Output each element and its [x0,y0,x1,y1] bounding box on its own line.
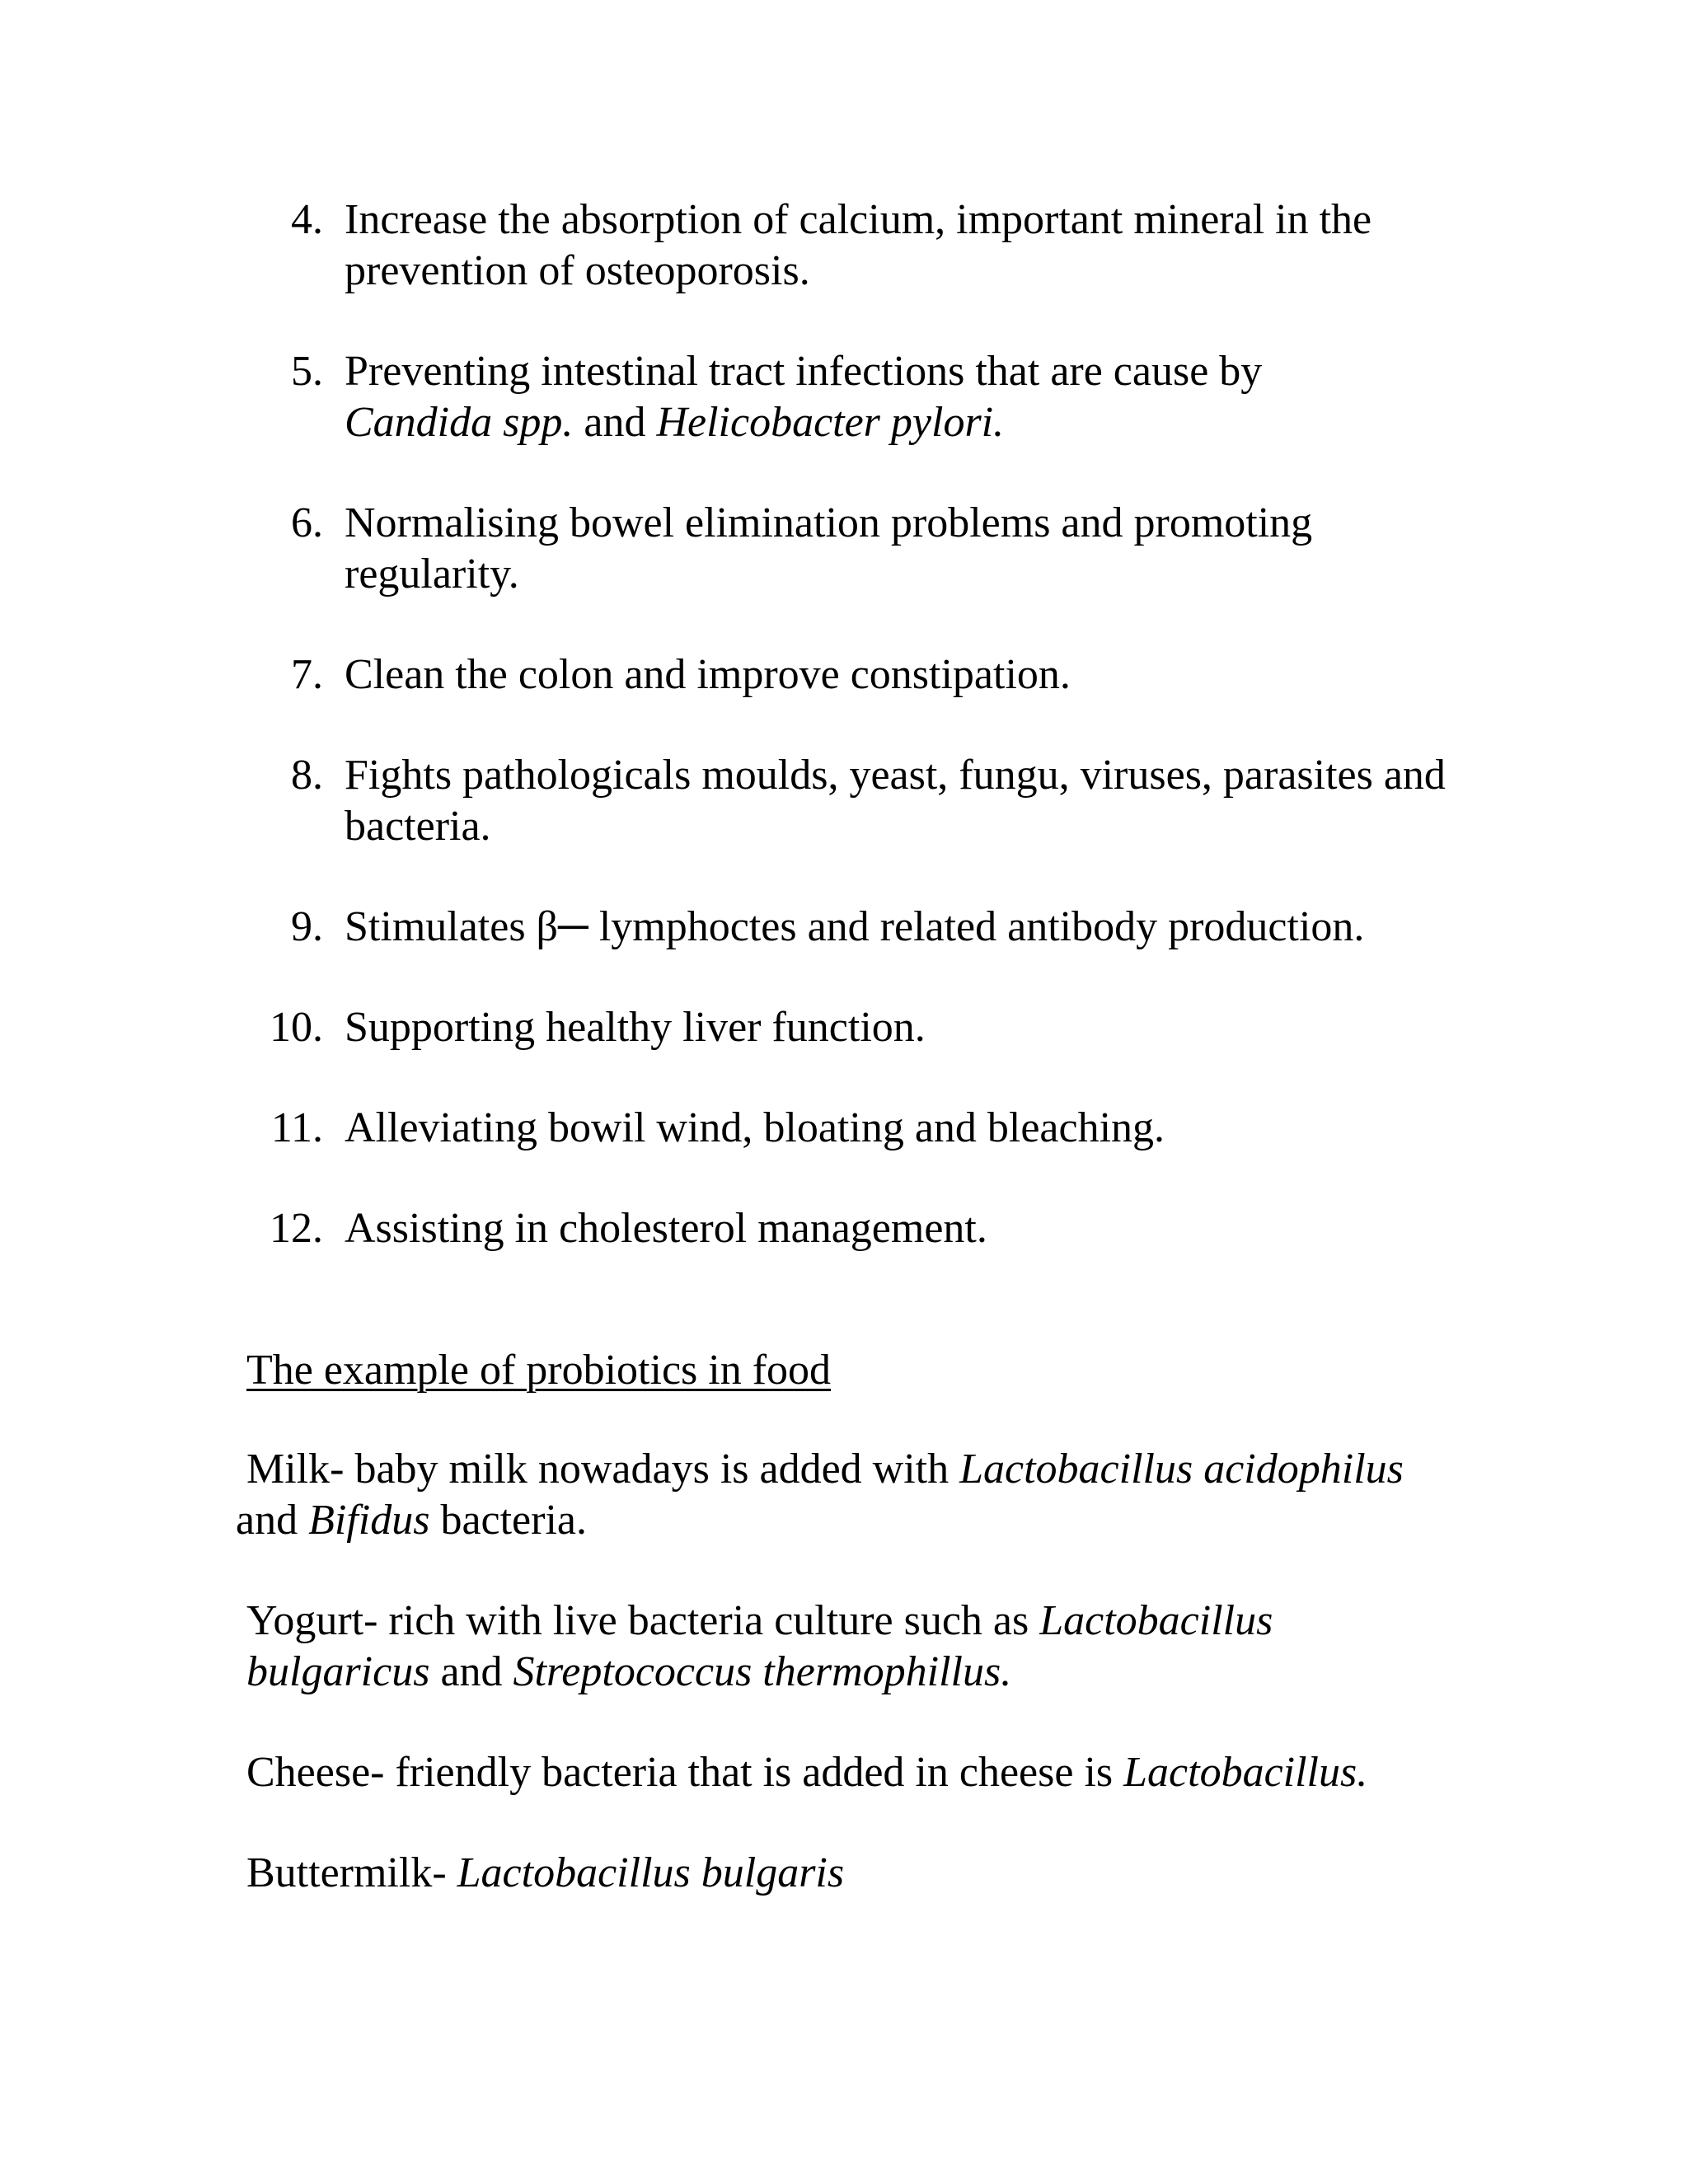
list-item-text: Assisting in cholesterol management. [345,1205,987,1252]
food-example-cheese [246,1747,1458,1798]
organism-name: Candida spp. [345,399,574,446]
list-item [0,902,1449,953]
list-item-text: Normalising bowel elimination problems and promoting regularity. [345,499,1313,598]
organism-name: Bifidus [308,1497,430,1544]
list-item-number: 11. [270,1104,323,1151]
text-segment: and [429,1648,513,1695]
text-segment: Cheese- friendly bacteria that is added in cheese is [246,1749,1124,1796]
list-item-number: 9. [291,903,323,950]
text-segment: Preventing intestinal tract infections that are cause by [345,348,1263,395]
text-segment: Yogurt- rich with live bacteria culture such as [246,1597,1040,1644]
text-segment: and [573,399,657,446]
organism-name: Lactobacillus bulgaricus [246,1597,1273,1695]
food-example-milk [236,1444,1458,1546]
list-item-text [345,346,1449,448]
text-segment: bacteria. [429,1497,587,1544]
list-item-number: 12. [270,1205,323,1252]
organism-name: Streptococcus thermophillus. [513,1648,1012,1695]
organism-name: Lactobacillus bulgaris [457,1849,845,1896]
list-item-text: Fights pathologicals moulds, yeast, fungu, viruses, parasites and bacteria. [345,752,1446,850]
list-item-text: Clean the colon and improve constipation. [345,651,1071,698]
list-item [0,1002,1449,1053]
food-examples [236,1444,1458,1948]
list-item [0,346,1449,448]
list-item [0,498,1449,600]
text-segment: Milk- baby milk nowadays is added with [246,1446,960,1493]
list-item [0,649,1449,701]
list-item-number: 5. [291,348,323,395]
section-heading: The example of probiotics in food [246,1347,832,1394]
list-item-text: Stimulates β─ lymphoctes and related antibody production. [345,903,1365,950]
food-example-buttermilk [246,1848,1458,1899]
list-item-number: 10. [270,1004,323,1051]
list-item-number: 6. [291,499,323,546]
list-item-text: Increase the absorption of calcium, important mineral in the prevention of osteoporosis. [345,196,1372,294]
list-item-number: 8. [291,752,323,799]
list-item [0,750,1449,852]
organism-name: Helicobacter pylori. [656,399,1005,446]
organism-name: Lactobacillus. [1123,1749,1368,1796]
food-example-yogurt [246,1596,1458,1698]
organism-name: Lactobacillus acidophilus [959,1446,1404,1493]
list-item-text: Alleviating bowil wind, bloating and bleaching. [345,1104,1165,1151]
probiotic-benefits-list [0,194,1688,1304]
list-item [0,1203,1449,1254]
list-item [0,194,1449,297]
list-item-text: Supporting healthy liver function. [345,1004,926,1051]
list-item-number: 4. [291,196,323,243]
text-segment: Buttermilk- [246,1849,457,1896]
list-item [0,1103,1449,1154]
text-segment: and [236,1497,309,1544]
list-item-number: 7. [291,651,323,698]
